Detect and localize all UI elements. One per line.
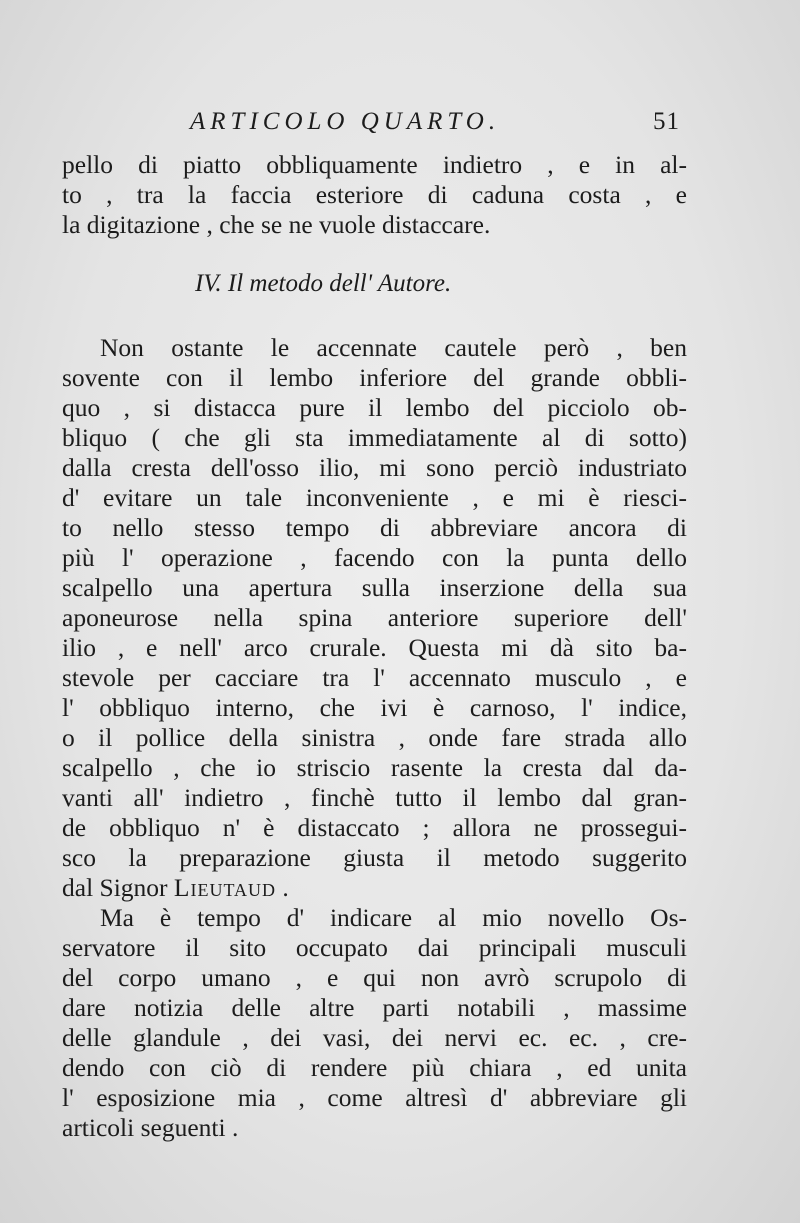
text-fragment: .	[282, 873, 289, 902]
text-line: bliquo ( che gli sta immediatamente al di sotto)	[62, 423, 687, 452]
text-line: l' obbliquo interno, che ivi è carnoso, l' indice,	[62, 693, 687, 722]
text-line	[62, 873, 687, 903]
text-line: dare notizia delle altre parti notabili , massime	[62, 993, 687, 1022]
text-line: pello di piatto obbliquamente indietro , e in al-	[62, 150, 687, 179]
paragraph-observer	[62, 903, 687, 1143]
text-line: del corpo umano , e qui non avrò scrupolo di	[62, 963, 687, 992]
text-line: dalla cresta dell'osso ilio, mi sono perciò industriato	[62, 453, 687, 482]
text-line: scalpello , che io striscio rasente la cresta dal da-	[62, 753, 687, 782]
continued-text	[62, 150, 687, 240]
text-line: delle glandule , dei vasi, dei nervi ec. ec. , cre-	[62, 1023, 687, 1052]
text-line: to nello stesso tempo di abbreviare ancora di	[62, 513, 687, 542]
text-line: l' esposizione mia , come altresì d' abbreviare gli	[62, 1083, 687, 1112]
text-line: vanti all' indietro , finchè tutto il lembo dal gran-	[62, 783, 687, 812]
text-line: la digitazione , che se ne vuole distaccare.	[62, 210, 491, 239]
text-line: ilio , e nell' arco crurale. Questa mi dà sito ba-	[62, 633, 687, 662]
paragraph-method	[62, 333, 687, 903]
section-heading: IV. Il metodo dell' Autore.	[195, 270, 452, 297]
text-line: più l' operazione , facendo con la punta dello	[62, 543, 687, 572]
text-line: quo , si distacca pure il lembo del picciolo ob-	[62, 393, 687, 422]
text-line: de obbliquo n' è distaccato ; allora ne prossegui-	[62, 813, 687, 842]
text-line: dendo con ciò di rendere più chiara , ed unita	[62, 1053, 687, 1082]
text-line: Ma è tempo d' indicare al mio novello Os-	[100, 903, 687, 932]
author-name: Lieutaud	[173, 873, 277, 902]
text-line: o il pollice della sinistra , onde fare strada allo	[62, 723, 687, 752]
text-line: stevole per cacciare tra l' accennato musculo , e	[62, 663, 687, 692]
text-line: Non ostante le accennate cautele però , ben	[100, 333, 687, 362]
running-head	[190, 108, 690, 148]
text-line: d' evitare un tale inconveniente , e mi è riesci-	[62, 483, 687, 512]
text-line: to , tra la faccia esteriore di caduna costa , e	[62, 180, 687, 209]
page-number: 51	[653, 108, 680, 135]
text-line: articoli seguenti .	[62, 1113, 239, 1142]
text-line: servatore il sito occupato dai principali musculi	[62, 933, 687, 962]
text-line: scalpello una apertura sulla inserzione della sua	[62, 573, 687, 602]
running-head-title: ARTICOLO QUARTO.	[190, 108, 501, 135]
text-line: aponeurose nella spina anteriore superiore dell'	[62, 603, 687, 632]
text-line: sovente con il lembo inferiore del grande obbli-	[62, 363, 687, 392]
text-fragment: dal Signor	[62, 873, 168, 902]
text-line: sco la preparazione giusta il metodo suggerito	[62, 843, 687, 872]
